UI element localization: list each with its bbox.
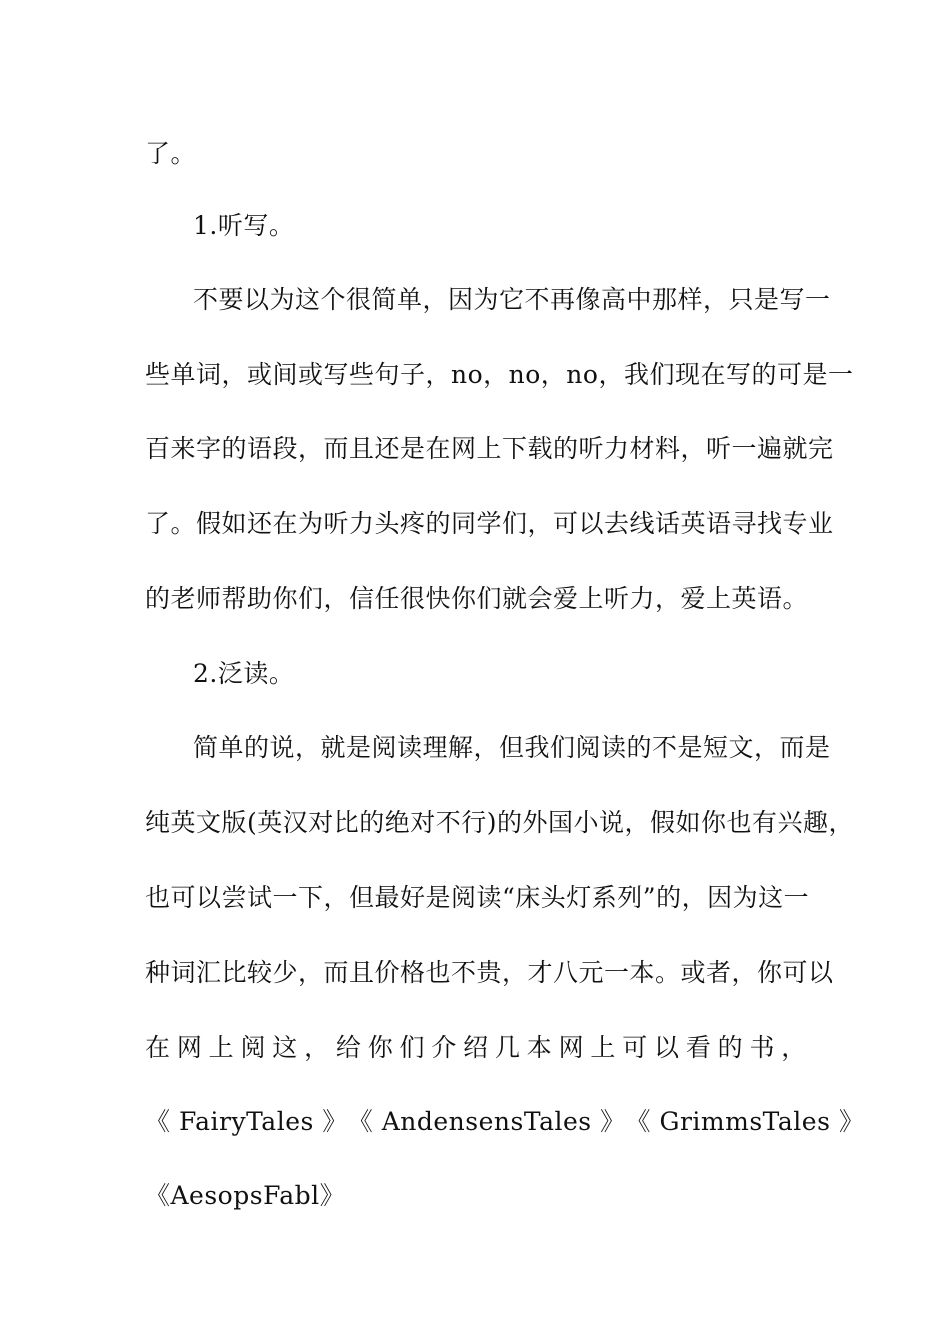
paragraph-line-3: 不要以为这个很简单，因为它不再像高中那样，只是写一 — [193, 285, 831, 314]
book-title: 《 FairyTales 》 — [145, 1107, 348, 1136]
char: 网 — [558, 1033, 585, 1062]
char: 网 — [176, 1033, 203, 1062]
paragraph-line-10: 纯英文版(英汉对比的绝对不行)的外国小说，假如你也有兴趣， — [145, 808, 855, 837]
paragraph-line-5: 百来字的语段，而且还是在网上下载的听力材料，听一遍就完 — [145, 434, 834, 463]
char: 上 — [208, 1033, 235, 1062]
book-title: 《 AndensensTales 》 — [347, 1107, 626, 1136]
char: 在 — [145, 1033, 171, 1062]
char: 书 — [749, 1033, 775, 1062]
char: 这 — [272, 1033, 298, 1062]
char: 几 — [494, 1033, 521, 1062]
paragraph-line-12: 种词汇比较少，而且价格也不贵，才八元一本。或者，你可以 — [145, 958, 834, 987]
char: ， — [781, 1033, 807, 1062]
char: 们 — [399, 1033, 426, 1062]
section-heading-dictation: 1.听写。 — [193, 211, 295, 240]
char: 本 — [526, 1033, 553, 1062]
char: 你 — [367, 1033, 394, 1062]
char: 的 — [717, 1033, 744, 1062]
char: 给 — [335, 1033, 362, 1062]
paragraph-line-11: 也可以尝试一下，但最好是阅读“床头灯系列”的，因为这一 — [145, 883, 810, 912]
char: 以 — [654, 1033, 680, 1062]
book-title: 《 GrimmsTales 》 — [625, 1107, 865, 1136]
paragraph-line-7: 的老师帮助你们，信任很快你们就会爱上听力，爱上英语。 — [145, 584, 809, 613]
paragraph-line-6: 了。假如还在为听力头疼的同学们，可以去线话英语寻找专业 — [145, 509, 834, 538]
paragraph-line-15-book-title: 《AesopsFabl》 — [145, 1181, 346, 1210]
paragraph-line-9: 简单的说，就是阅读理解，但我们阅读的不是短文，而是 — [193, 733, 831, 762]
char: 阅 — [240, 1033, 266, 1062]
char: 介 — [431, 1033, 457, 1062]
char: 可 — [622, 1033, 648, 1062]
char: 上 — [590, 1033, 616, 1062]
paragraph-line-4: 些单词，或间或写些句子，no，no，no，我们现在写的可是一 — [145, 360, 854, 389]
char: ， — [304, 1033, 330, 1062]
char: 看 — [685, 1033, 712, 1062]
section-heading-extensive-reading: 2.泛读。 — [193, 659, 295, 688]
paragraph-line-13 — [145, 1030, 807, 1066]
paragraph-line-14-book-titles — [145, 1104, 865, 1140]
char: 绍 — [463, 1033, 489, 1062]
paragraph-line-1: 了。 — [145, 139, 197, 168]
